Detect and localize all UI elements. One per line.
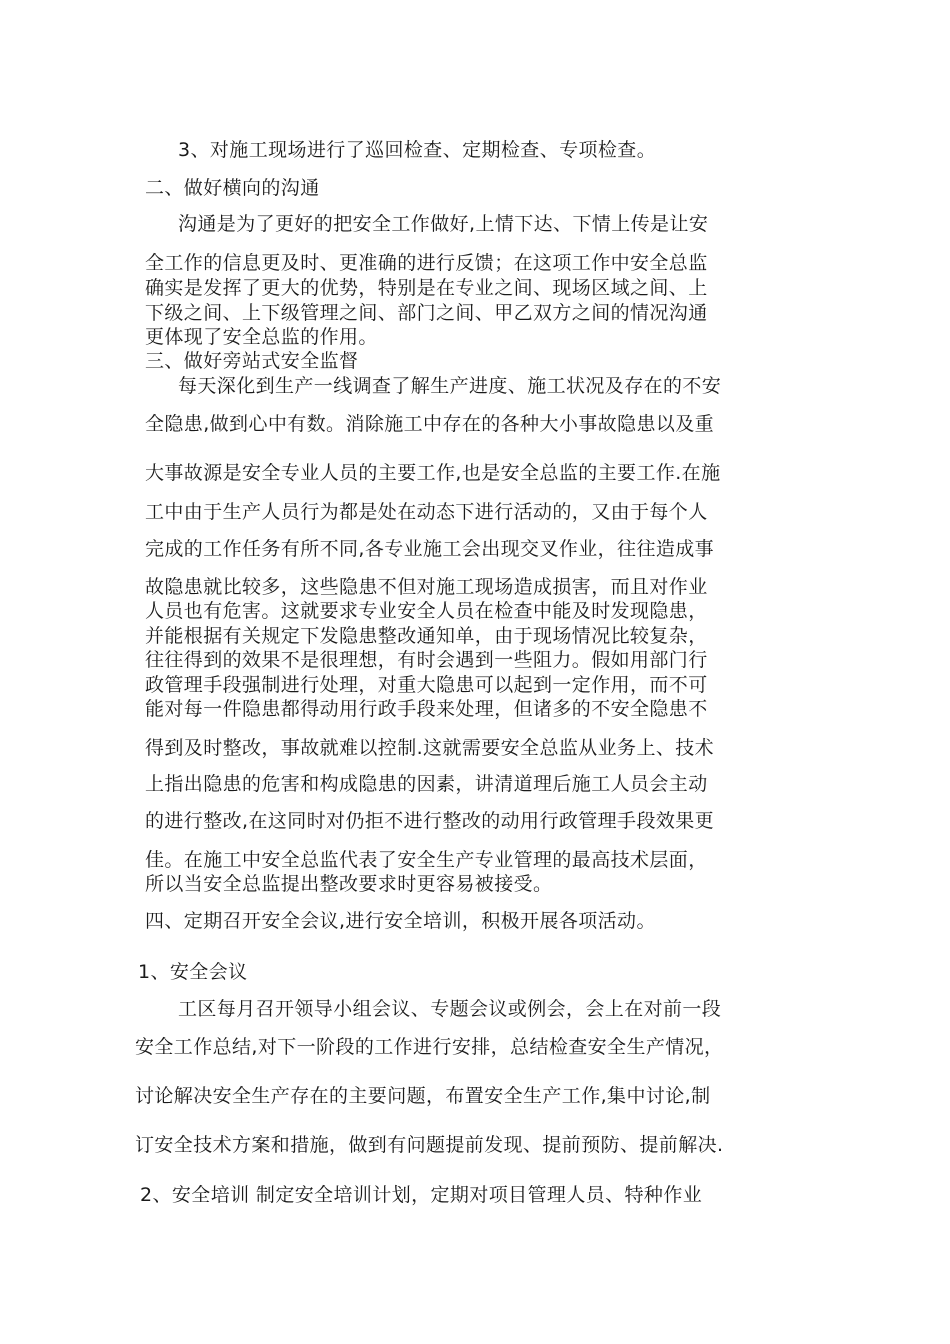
text-line: 工中由于生产人员行为都是处在动态下进行活动的，又由于每个人 bbox=[145, 501, 708, 523]
section-heading: 二、做好横向的沟通 bbox=[145, 177, 320, 199]
subsection-heading: 1、安全会议 bbox=[138, 961, 248, 983]
section-heading: 三、做好旁站式安全监督 bbox=[145, 350, 359, 372]
text-line: 每天深化到生产一线调查了解生产进度、施工状况及存在的不安 bbox=[178, 375, 722, 397]
text-line: 更体现了安全总监的作用。 bbox=[145, 326, 378, 348]
text-line: 的进行整改,在这同时对仍拒不进行整改的动用行政管理手段效果更 bbox=[145, 810, 715, 832]
text-line: 人员也有危害。这就要求专业安全人员在检查中能及时发现隐患， bbox=[145, 600, 708, 622]
text-line: 并能根据有关规定下发隐患整改通知单，由于现场情况比较复杂， bbox=[145, 625, 708, 647]
text-line: 全工作的信息更及时、更准确的进行反馈；在这项工作中安全总监 bbox=[145, 252, 708, 274]
text-line: 故隐患就比较多，这些隐患不但对施工现场造成损害，而且对作业 bbox=[145, 576, 708, 598]
text-line: 上指出隐患的危害和构成隐患的因素，讲清道理后施工人员会主动 bbox=[145, 773, 708, 795]
section-heading: 四、定期召开安全会议,进行安全培训，积极开展各项活动。 bbox=[145, 910, 656, 932]
text-line: 3、对施工现场进行了巡回检查、定期检查、专项检查。 bbox=[178, 139, 657, 161]
text-line: 政管理手段强制进行处理，对重大隐患可以起到一定作用，而不可 bbox=[145, 674, 708, 696]
text-line: 所以当安全总监提出整改要求时更容易被接受。 bbox=[145, 873, 553, 895]
text-line: 得到及时整改，事故就难以控制.这就需要安全总监从业务上、技术 bbox=[145, 737, 715, 759]
text-line: 确实是发挥了更大的优势，特别是在专业之间、现场区域之间、上 bbox=[145, 277, 708, 299]
text-line: 工区每月召开领导小组会议、专题会议或例会，会上在对前一段 bbox=[178, 998, 722, 1020]
text-line: 下级之间、上下级管理之间、部门之间、甲乙双方之间的情况沟通 bbox=[145, 302, 708, 324]
text-line: 往往得到的效果不是很理想，有时会遇到一些阻力。假如用部门行 bbox=[145, 649, 708, 671]
text-line: 全隐患,做到心中有数。消除施工中存在的各种大小事故隐患以及重 bbox=[145, 413, 715, 435]
text-line: 订安全技术方案和措施，做到有问题提前发现、提前预防、提前解决. bbox=[135, 1134, 724, 1156]
text-line: 讨论解决安全生产存在的主要问题，布置安全生产工作,集中讨论,制 bbox=[135, 1085, 711, 1107]
text-line: 佳。在施工中安全总监代表了安全生产专业管理的最高技术层面， bbox=[145, 849, 708, 871]
text-line: 能对每一件隐患都得动用行政手段来处理，但诸多的不安全隐患不 bbox=[145, 698, 708, 720]
text-line: 沟通是为了更好的把安全工作做好,上情下达、下情上传是让安 bbox=[178, 213, 709, 235]
text-line: 大事故源是安全专业人员的主要工作,也是安全总监的主要工作.在施 bbox=[145, 462, 721, 484]
subsection-heading: 2、安全培训 制定安全培训计划，定期对项目管理人员、特种作业 bbox=[140, 1184, 703, 1206]
text-line: 完成的工作任务有所不同,各专业施工会出现交叉作业，往往造成事 bbox=[145, 538, 715, 560]
text-line: 安全工作总结,对下一阶段的工作进行安排，总结检查安全生产情况， bbox=[135, 1036, 724, 1058]
